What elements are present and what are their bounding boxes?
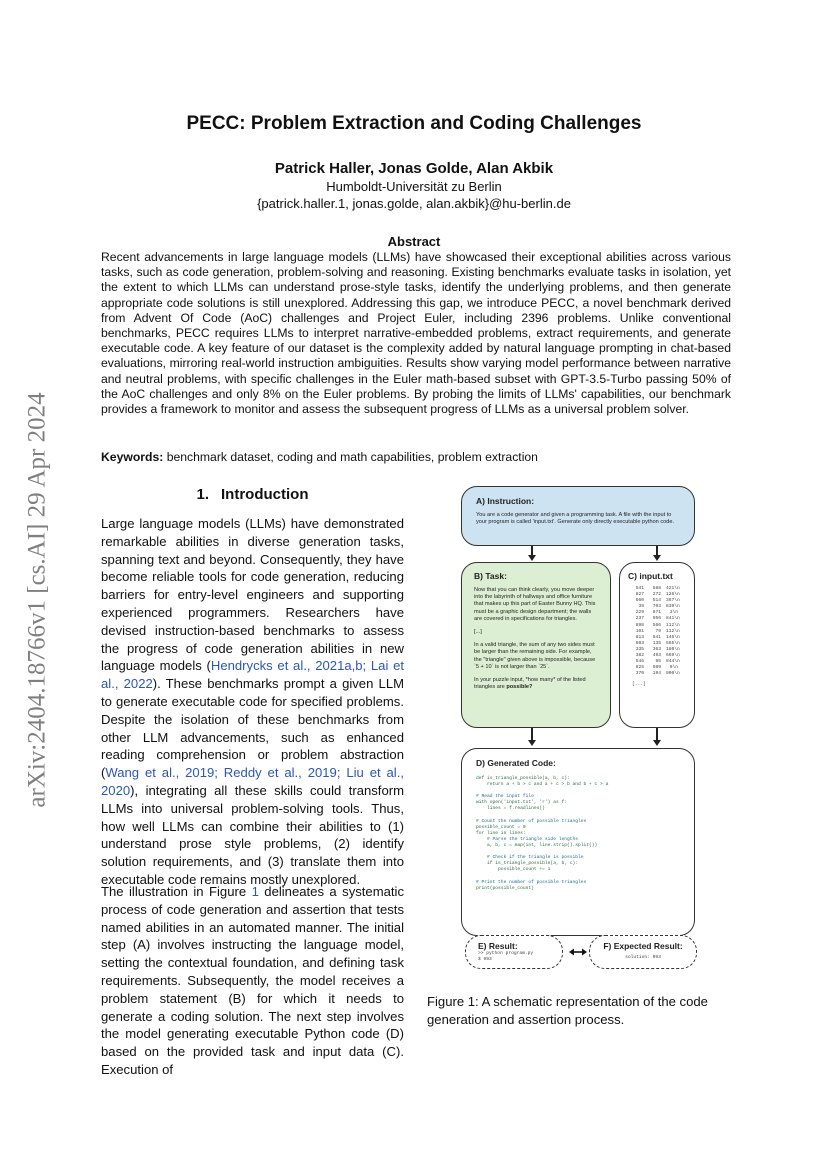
- input-cell: 9\n: [669, 665, 678, 671]
- citation-link-1[interactable]: Hendrycks et al., 2021a,b; Lai et al., 2022: [101, 658, 404, 692]
- generated-code-box: [461, 748, 695, 936]
- input-cell: 546: [635, 659, 644, 665]
- input-row: [632, 671, 686, 677]
- input-cell: 112\n: [666, 628, 680, 634]
- code-line: # Read the input file: [476, 794, 534, 800]
- input-cell: 194: [652, 671, 661, 677]
- code-line: # Check if the triangle is possible: [476, 855, 584, 861]
- authors: Patrick Haller, Jonas Golde, Alan Akbik: [274, 160, 554, 177]
- abstract-heading: Abstract: [387, 234, 441, 249]
- arxiv-stamp: [18, 320, 58, 880]
- code-line: possible_count = 0: [476, 824, 526, 830]
- input-cell: 989: [652, 665, 661, 671]
- input-cell: 146\n: [666, 634, 680, 640]
- input-more: [...]: [632, 682, 646, 688]
- affiliation: Humboldt-Universität zu Berlin: [326, 179, 502, 194]
- expected-result-heading: F) Expected Result:: [603, 941, 683, 951]
- intro-paragraph-1: [101, 515, 404, 889]
- input-cell: 603: [635, 640, 644, 646]
- email: {patrick.haller.1, jonas.golde, alan.akbik}@hu-berlin.de: [257, 196, 571, 211]
- code-line: a, b, c = map(int, line.strip().split()): [476, 843, 598, 849]
- input-cell: 827: [635, 592, 644, 598]
- input-cell: 514: [652, 598, 661, 604]
- input-cell: 370: [635, 671, 644, 677]
- result-command: >> python program.py: [478, 951, 534, 956]
- input-cell: 493: [652, 653, 661, 659]
- result-heading: E) Result:: [478, 941, 518, 951]
- task-text-1: Now that you can think clearly, you move deeper into the labyrinth of hallways and office furniture that makes up this part of Easter Bunny HQ. This must be a graphic design department; the walls are covered in specifications for triangles.: [474, 587, 596, 622]
- input-cell: 79: [655, 628, 661, 634]
- input-cell: 541: [652, 634, 661, 640]
- input-cell: 39: [638, 604, 644, 610]
- code-line: lines = f.readlines(): [476, 806, 545, 812]
- arxiv-stamp-text: arXiv:2404.18766v1 [cs.AI] 29 Apr 2024: [24, 392, 52, 808]
- result-output: $ 993: [478, 957, 492, 963]
- input-cell: 813: [635, 634, 644, 640]
- code-line: for line in lines:: [476, 830, 526, 836]
- input-cell: 839\n: [666, 604, 680, 610]
- input-cell: 421\n: [666, 586, 680, 591]
- expected-result-value: solution: 993: [625, 955, 661, 960]
- code-line: def is_triangle_possible(a, b, c):: [476, 776, 570, 781]
- input-cell: 126\n: [666, 592, 680, 598]
- para2-text-b: delineates a systematic process of code generation and assertion that tests named abilities in an automated manner. The initial step (A) involves instructing the language model, setting the contextual foundation, and defining task requirements. Subsequently, the model receives a problem statement (B) for which it needs to generate a coding solution. The next step involves the model generating executable Python code (D) based on the provided task and input data (C). Execution of: [101, 884, 404, 1077]
- input-cell: 703: [652, 604, 661, 610]
- input-cell: 335: [635, 646, 644, 652]
- figure-ref-link[interactable]: 1: [251, 884, 259, 899]
- input-cell: 180\n: [666, 646, 680, 652]
- input-box: [619, 562, 695, 728]
- input-heading: C) input.txt: [628, 571, 673, 581]
- code-line: print(possible_count): [476, 885, 534, 891]
- result-box: [465, 935, 563, 969]
- code-line: if is_triangle_possible(a, b, c):: [476, 861, 578, 867]
- paper-title: PECC: Problem Extraction and Coding Challenges: [186, 113, 642, 134]
- code-block: [476, 776, 680, 892]
- task-question: In your puzzle input, *how many* of the listed triangles are: [474, 677, 586, 691]
- input-cell: 382: [635, 653, 644, 659]
- double-arrow-icon: [569, 948, 587, 956]
- task-heading: B) Task:: [474, 571, 507, 581]
- code-line: # Count the number of possible triangles: [476, 818, 587, 824]
- input-cell: 900\n: [666, 671, 680, 677]
- code-line: return a + b > c and a + c > b and b + c > a: [476, 782, 609, 788]
- figure-1: [452, 484, 716, 971]
- task-text-3: In a valid triangle, the sum of any two sides must be larger than the remaining side. For example, the "triangle" given above is impossible, because `5 + 10` is not larger than `25`.: [474, 642, 596, 670]
- task-box: [461, 562, 611, 728]
- input-cell: 229: [635, 610, 644, 616]
- input-cell: 898: [635, 622, 644, 628]
- code-line: possible_count += 1: [476, 867, 551, 873]
- keywords-text: benchmark dataset, coding and math capabilities, problem extraction: [166, 450, 538, 464]
- code-heading: D) Generated Code:: [476, 758, 556, 768]
- input-cell: 565\n: [666, 640, 680, 646]
- keywords-label: Keywords:: [101, 450, 164, 464]
- input-cell: 363: [652, 646, 661, 652]
- input-cell: 669\n: [666, 653, 680, 659]
- section-heading: [101, 486, 404, 503]
- input-cell: 101: [635, 628, 644, 634]
- para1-text-a: Large language models (LLMs) have demonstrated remarkable abilities in diverse generation tasks, spanning text and beyond. Consequently, they have become reliable tools for code generation, reducing barriers for entry-level engineers and supporting experienced programmers. Researchers have devised instruction-based benchmarks to assess the progress of code generation abilities in new language models (: [101, 516, 404, 674]
- intro-paragraph-2: [101, 883, 404, 1079]
- input-cell: 237: [635, 616, 644, 622]
- input-cell: 825: [635, 665, 644, 671]
- instruction-heading: A) Instruction:: [476, 496, 535, 506]
- section-number: 1.: [196, 486, 210, 503]
- input-cell: 844\n: [666, 659, 680, 665]
- input-cell: 566: [652, 622, 661, 628]
- input-cell: 95: [655, 659, 661, 665]
- input-cell: 112\n: [666, 622, 680, 628]
- task-text-4: [474, 677, 598, 691]
- input-cell: 841\n: [666, 616, 680, 622]
- input-cell: 871: [652, 610, 661, 616]
- para1-text-b: ). These benchmarks prompt a given LLM to generate executable code for specified problems. Despite the isolation of these benchmarks from other LLM advancements, such as enhanced reading comprehension or problem abstraction (: [101, 676, 405, 781]
- para1-text-c: ), integrating all these skills could transform LLMs into universal problem-solving tools. Thus, how well LLMs can combine their abilities to (1) understand prose style problems, (2) identify solution requirements, and (3) translate them into executable code remains mostly unexplored.: [101, 782, 404, 887]
- section-title: Introduction: [221, 486, 309, 503]
- para2-text-a: The illustration in Figure: [101, 884, 252, 899]
- instruction-box: [461, 486, 695, 546]
- keywords: [101, 450, 731, 464]
- input-cell: 272: [652, 592, 661, 598]
- input-values: [628, 586, 686, 677]
- input-cell: 135: [652, 640, 661, 646]
- task-text-2: [...]: [474, 629, 482, 636]
- code-line: with open('input.txt', 'r') as f:: [476, 800, 567, 806]
- input-cell: 956: [652, 616, 661, 622]
- task-question-bold: possible?: [506, 684, 533, 691]
- input-cell: 660: [635, 598, 644, 604]
- expected-result-box: [589, 935, 697, 969]
- code-line: # Parse the triangle side lengths: [476, 836, 578, 842]
- figure-caption: Figure 1: A schematic representation of the code generation and assertion process.: [427, 994, 708, 1027]
- instruction-text: You are a code generator and given a programming task. A file with the input to your program is called 'input.txt'. Generate only directly executable python code.: [476, 512, 675, 526]
- input-cell: 3\n: [669, 610, 678, 616]
- input-cell: 541: [635, 586, 644, 591]
- input-cell: 367\n: [666, 598, 680, 604]
- citation-link-2[interactable]: Wang et al., 2019; Reddy et al., 2019; Liu et al., 2020: [101, 765, 404, 798]
- code-line: # Print the number of possible triangles: [476, 879, 587, 885]
- input-cell: 588: [652, 586, 661, 591]
- abstract-text: Recent advancements in large language models (LLMs) have showcased their exceptional abilities across various tasks, such as code generation, problem-solving and reasoning. Existing benchmarks evaluate tasks in isolation, yet the extent to which LLMs can understand prose-style tasks, identify the underlying problems, and then generate appropriate code solutions is still unexplored. Addressing this gap, we introduce PECC, a novel benchmark derived from Advent Of Code (AoC) challenges and Project Euler, including 2396 problems. Unlike conventional benchmarks, PECC requires LLMs to interpret narrative-embedded problems, extract requirements, and generate executable code. A key feature of our dataset is the complexity added by natural language prompting in chat-based evaluations, mirroring real-world instruction ambiguities. Results show varying model performance between narrative and neutral problems, with specific challenges in the Euler math-based subset with GPT-3.5-Turbo passing 50% of the AoC challenges and only 8% on the Euler problems. By probing the limits of LLMs' capabilities, our benchmark provides a framework to monitor and assess the subsequent progress of LLMs as a universal problem solver.: [101, 250, 731, 417]
